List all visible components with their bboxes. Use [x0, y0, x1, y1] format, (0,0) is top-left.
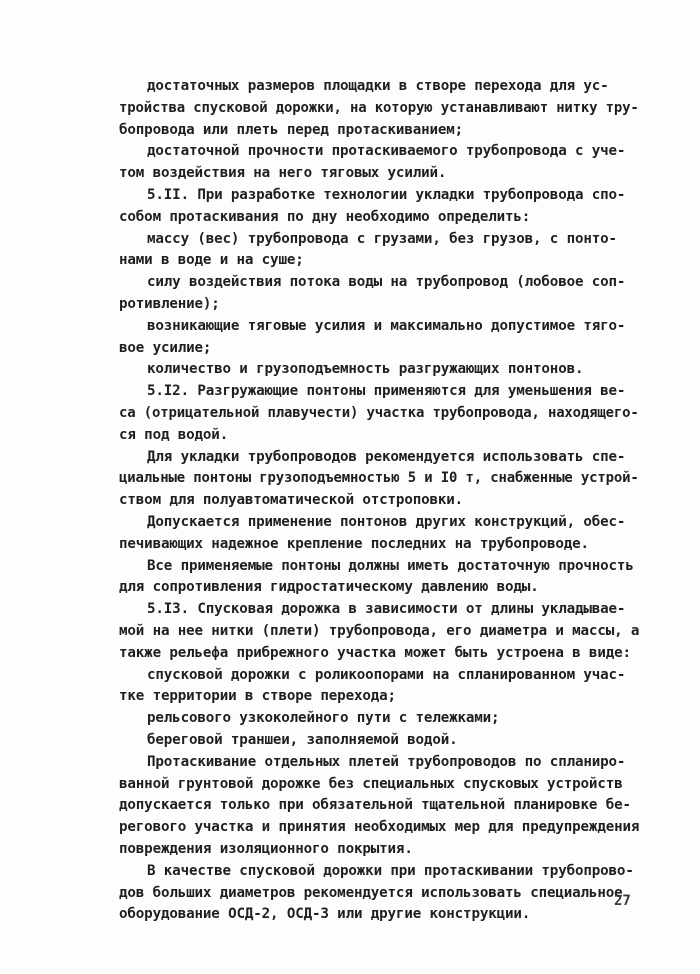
text-line: возникающие тяговые усилия и максимально допустимое тяго-: [147, 317, 626, 334]
text-line: собом протаскивания по дну необходимо определить:: [119, 208, 531, 225]
text-line: 5.II. При разработке технологии укладки трубопровода спо-: [147, 187, 626, 203]
text-line: повреждения изоляционного покрытия.: [119, 841, 413, 857]
text-line: массу (вес) трубопровода с грузами, без грузов, с понто-: [147, 230, 617, 247]
text-line: регового участка и принятия необходимых мер для предупреждения: [119, 819, 640, 836]
text-line: циальные понтоны грузоподъемностью 5 и I0 т, снабженные устрой-: [119, 470, 639, 487]
page-number: 27: [614, 893, 631, 909]
text-line: ванной грунтовой дорожке без специальных спусковых устройств: [119, 775, 623, 792]
text-line: тройства спусковой дорожки, на которую устанавливают нитку тру-: [119, 99, 639, 116]
text-line: силу воздействия потока воды на трубопровод (лобовое соп-: [147, 274, 626, 291]
text-line: 5.I3. Спусковая дорожка в зависимости от длины укладывае-: [147, 601, 626, 618]
text-line: дов больших диаметров рекомендуется использовать специальное: [119, 884, 623, 901]
text-line: нами в воде и на суше;: [119, 252, 304, 269]
text-line: са (отрицательной плавучести) участка трубопровода, находящего-: [119, 405, 639, 421]
text-line: бопровода или плеть перед протаскиванием;: [119, 121, 464, 138]
text-line: для сопротивления гидростатическому давлению воды.: [119, 579, 539, 596]
text-line: мой на нее нитки (плети) трубопровода, его диаметра и массы, а: [119, 623, 640, 639]
text-line: Допускается применение понтонов других конструкций, обес-: [147, 514, 626, 530]
text-line: 5.I2. Разгружающие понтоны применяются для уменьшения ве-: [147, 383, 626, 400]
text-line: печивающих надежное крепление последних на трубопроводе.: [119, 535, 589, 552]
text-line: береговой траншеи, заполняемой водой.: [147, 732, 458, 748]
text-line: Все применяемые понтоны должны иметь достаточную прочность: [147, 557, 634, 574]
text-line: ротивление);: [119, 296, 220, 312]
text-line: оборудование ОСД-2, ОСД-3 или другие конструкции.: [119, 906, 531, 923]
text-line: Протаскивание отдельных плетей трубопроводов по спланиро-: [147, 753, 626, 770]
text-line: том воздействия на него тяговых усилий.: [119, 165, 447, 182]
text-line: ством для полуавтоматической отстроповки.: [119, 492, 464, 509]
text-line: ся под водой.: [119, 426, 229, 443]
text-line: В качестве спусковой дорожки при протаскивании трубопрово-: [147, 862, 634, 879]
text-line: вое усилие;: [119, 339, 212, 356]
text-line: достаточных размеров площадки в створе перехода для ус-: [147, 78, 609, 94]
text-line: тке территории в створе перехода;: [119, 688, 396, 705]
text-line: спусковой дорожки с роликоопорами на спланированном учас-: [147, 666, 626, 683]
text-line: количество и грузоподъемность разгружающих понтонов.: [147, 361, 584, 378]
text-line: достаточной прочности протаскиваемого трубопровода с уче-: [147, 143, 626, 160]
text-line: также рельефа прибрежного участка может быть устроена в виде:: [119, 644, 631, 661]
text-line: допускается только при обязательной тщательной планировке бе-: [119, 797, 631, 814]
text-line: рельсового узкоколейного пути с тележками;: [147, 710, 500, 727]
text-line: Для укладки трубопроводов рекомендуется использовать спе-: [147, 448, 626, 465]
